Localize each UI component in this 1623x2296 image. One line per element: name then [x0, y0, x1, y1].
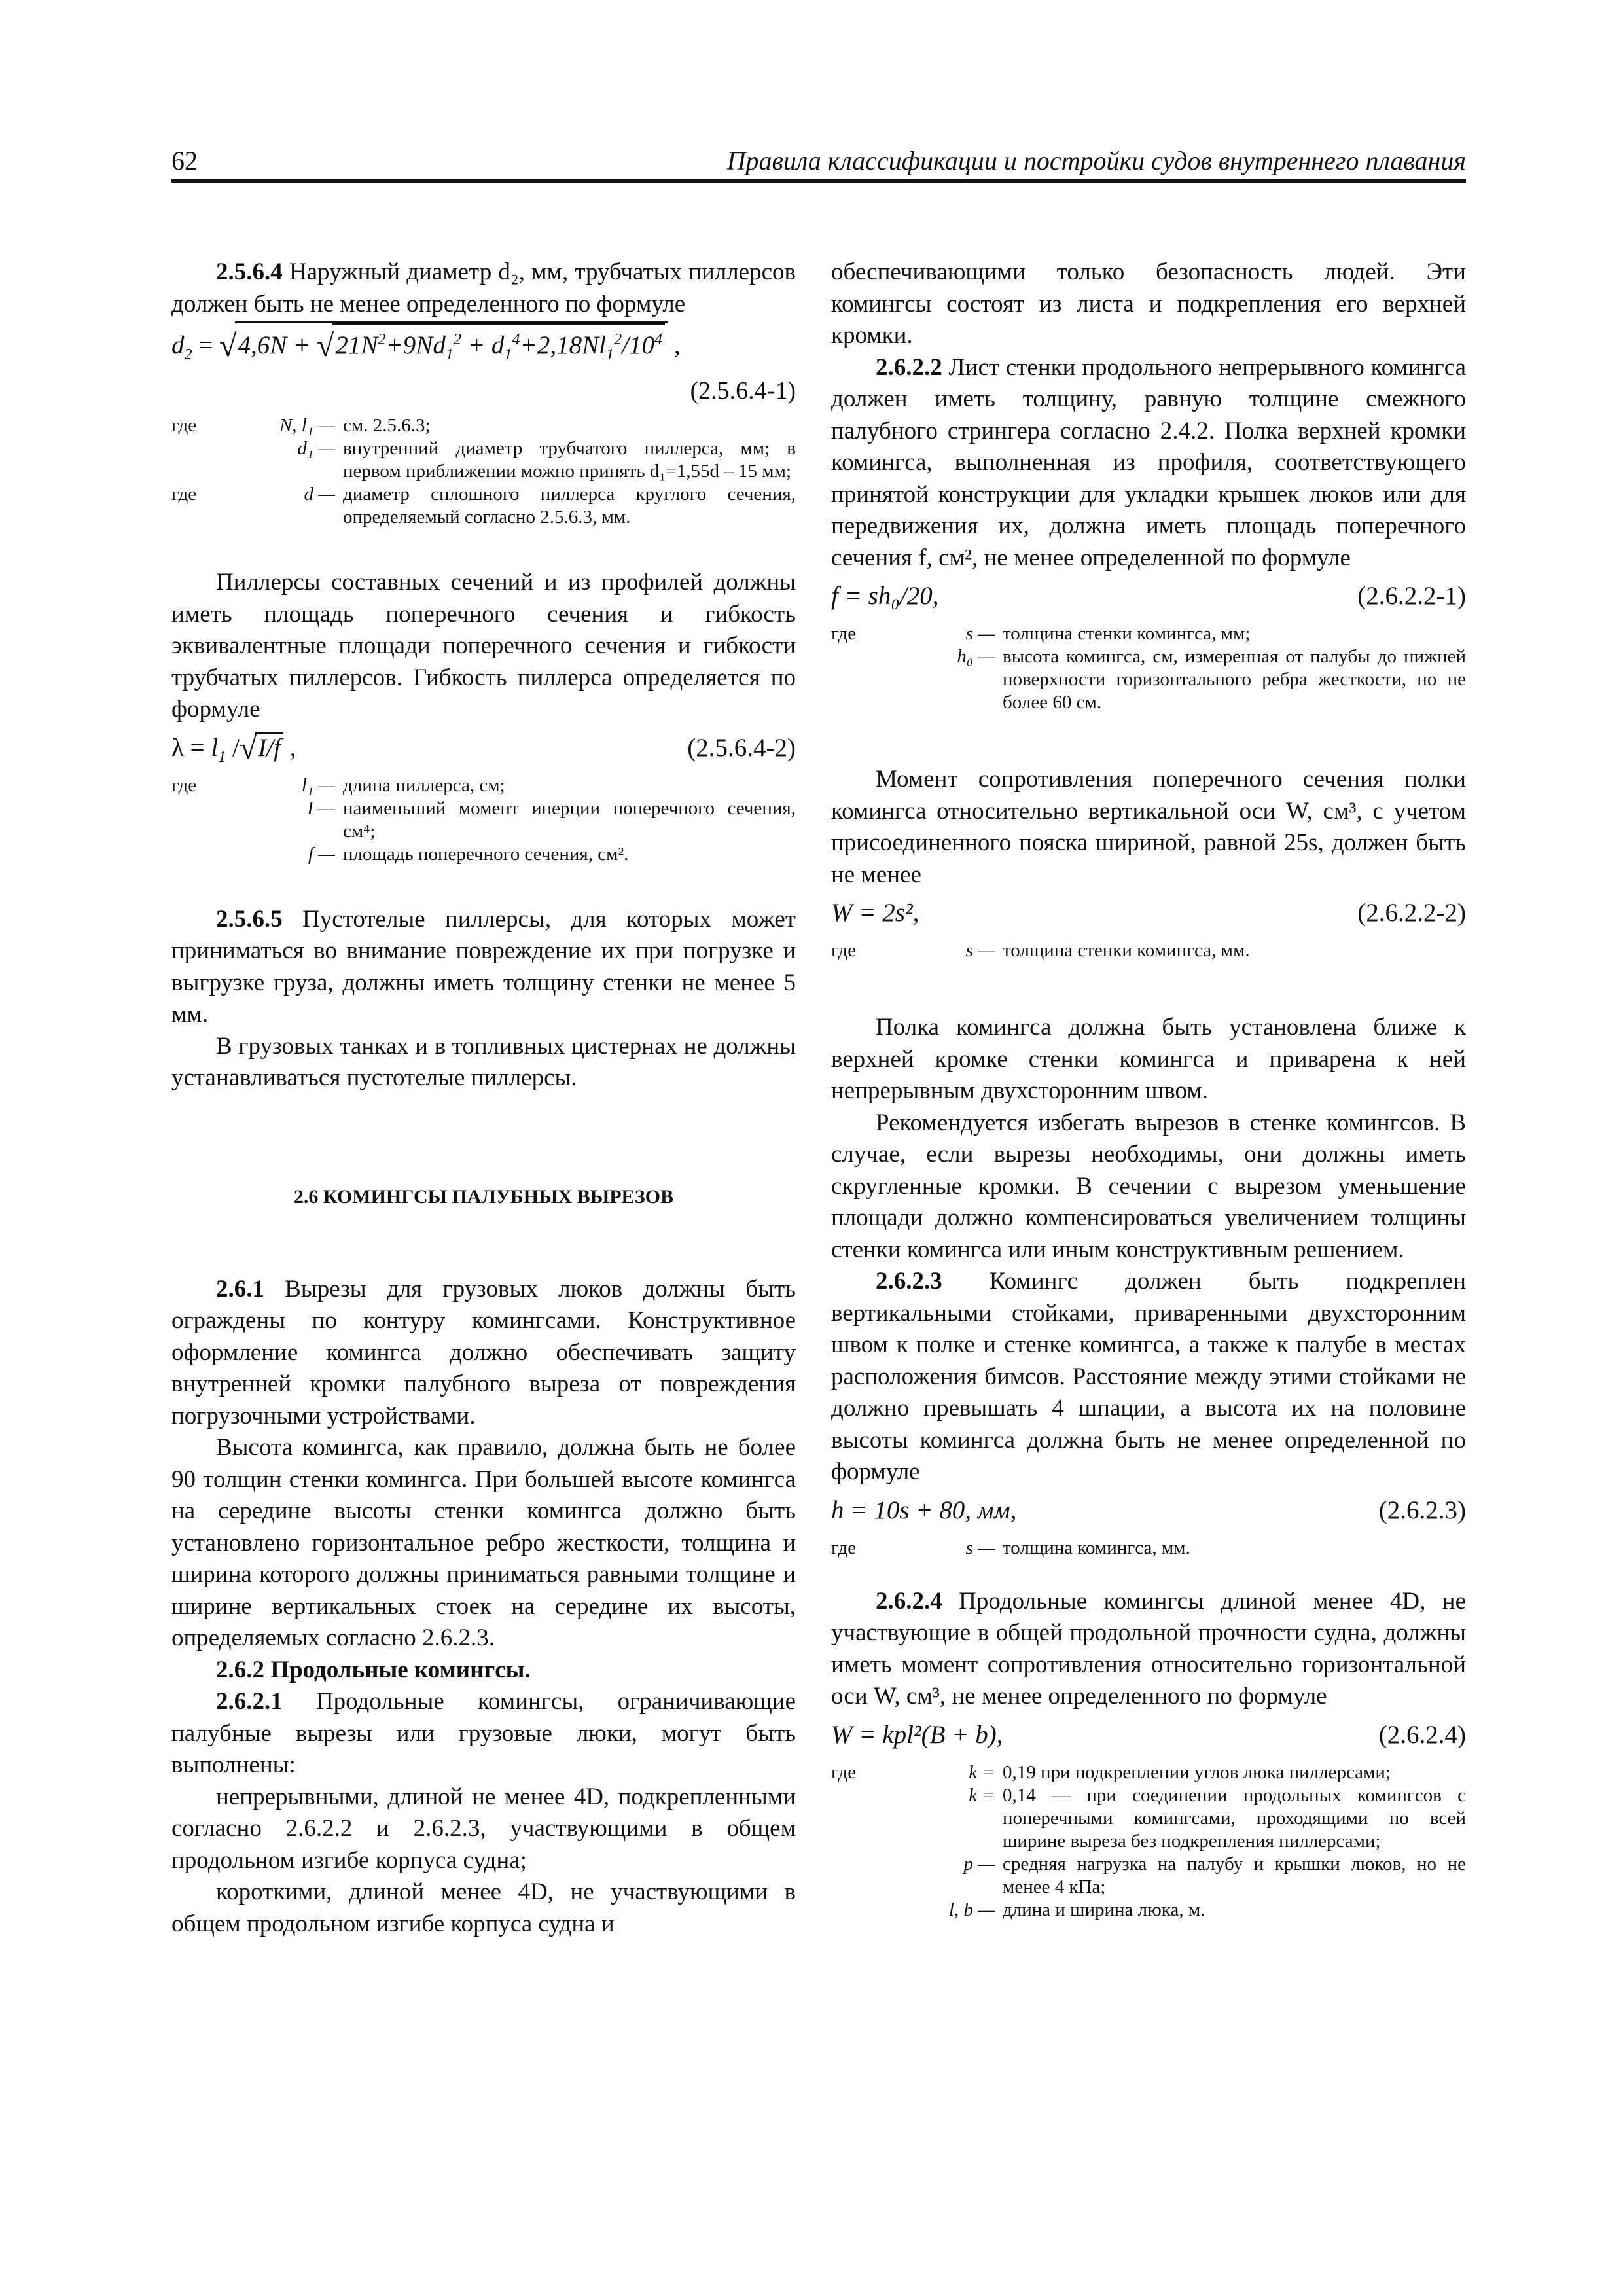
subsection-heading: 2.6.2 Продольные комингсы. — [216, 1656, 531, 1683]
paragraph-moment: Момент сопротивления поперечного сечения полки комингса относительно вертикальной оси W, см³, с учетом присоединенного пояска шириной, равной 25s, должен быть не менее — [831, 766, 1466, 888]
where-row: d₁ — внутренний диаметр трубчатого пиллерса, мм; в первом приближении можно принять d₁=1,55d – 15 мм; — [297, 438, 796, 482]
formula-number: (2.5.6.4-1) — [690, 377, 796, 404]
paragraph-2-5-6-5: 2.5.6.5 Пустотелые пиллерсы, для которых может приниматься во внимание повреждение их при погрузке и выгрузке груза, должны иметь толщину стенки не менее 5 мм. — [171, 905, 796, 1028]
paragraph-2-6-2-3: 2.6.2.3 Комингс должен быть подкреплен вертикальными стойками, приваренными двухсторонним швом к полке и стенке комингса, а также к палубе в местах расположения бимсов. Расстояние между этими стойками не должно превышать 4 шпации, а высота их на половине высоты комингса должна быть не менее определенной по формуле — [831, 1268, 1466, 1485]
formula-d2: $d_2 = √4,6N + √21N^2+9Nd_1^2 + d_1^4+2,18Nl_1^2/10^4$ , — [171, 320, 796, 371]
formula-number: (2.6.2.2-1) — [1357, 582, 1466, 610]
where-list-4 — [831, 939, 1466, 962]
clause-number: 2.6.2.3 — [876, 1268, 942, 1295]
clause-number: 2.6.2.2 — [876, 353, 942, 381]
paragraph-2-6-2-4: 2.6.2.4 Продольные комингсы длиной менее 4D, не участвующие в общей продольной прочности судна, должны иметь момент сопротивления относительно горизонтальной оси W, см³, не менее определенного по формуле — [831, 1587, 1466, 1710]
paragraph-2-5-6-4: 2.5.6.4 Наружный диаметр d₂, мм, трубчатых пиллерсов должен быть не менее определенного по формуле — [171, 259, 796, 317]
where-list-3 — [831, 622, 1466, 714]
page-number: 62 — [171, 146, 198, 175]
formula-number: (2.6.2.3) — [1378, 1496, 1466, 1524]
where-row: где k = 0,19 при подкреплении углов люка пиллерсами; — [831, 1761, 1391, 1783]
section-title: 2.6 КОМИНГСЫ ПАЛУБНЫХ ВЫРЕЗОВ — [293, 1185, 674, 1208]
where-list-1 — [171, 414, 796, 529]
formula-W-kpl2: W = kpl²(B + b), (2.6.2.4) — [831, 1713, 1466, 1757]
where-row: f — площадь поперечного сечения, см². — [308, 843, 629, 865]
right-column — [831, 257, 1466, 1924]
clause-number: 2.5.6.5 — [216, 905, 283, 933]
where-list-5 — [831, 1537, 1466, 1560]
formula-f: f = sh₀/20, (2.6.2.2-1) — [831, 574, 1466, 619]
clause-number: 2.5.6.4 — [216, 259, 283, 285]
where-row: где s — толщина стенки комингса, мм; — [831, 623, 1251, 644]
paragraph-2-6-2-1: 2.6.2.1 Продольные комингсы, ограничивающие палубные вырезы или грузовые люки, могут быть выполнены: — [171, 1688, 796, 1778]
paragraph-composite-pillars: Пиллерсы составных сечений и из профилей должны иметь площадь поперечного сечения и гибкость эквивалентные площади поперечного сечения и гибкости трубчатых пиллерсов. Гибкость пиллерса определяется по формуле — [171, 569, 796, 723]
paragraph-coaming-height: Высота комингса, как правило, должна быть не более 90 толщин стенки комингса. При большей высоте комингса на середине высоты стенки комингса должно быть установлено горизонтальное ребро жесткости, толщина и ширина которого должны приниматься равными толщине и ширине вертикальных стоек на середине их высоты, определяемых согласно 2.6.2.3. — [171, 1434, 796, 1651]
where-row: k = 0,14 — при соединении продольных комингсов с поперечными комингсами, проходящими по всей ширине выреза без подкрепления пиллерсами; — [969, 1784, 1466, 1852]
formula-lambda: $\lambda = l_1$ /√I/f , (2.5.6.4-2) — [171, 726, 796, 770]
paragraph-shelf: Полка комингса должна быть установлена ближе к верхней кромке стенки комингса и приварена к ней непрерывным двухсторонним швом. — [831, 1014, 1466, 1104]
paragraph-2-6-2-2: 2.6.2.2 Лист стенки продольного непрерывного комингса должен иметь толщину, равную толщине смежного палубного стрингера согласно 2.4.2. Полка верхней кромки комингса, выполненная из профиля, соответствующего принятой конструкции для укладки крышек люков или для передвижения их, должна иметь площадь поперечного сечения f, см², не менее определенной по формуле — [831, 353, 1466, 571]
paragraph-recommend: Рекомендуется избегать вырезов в стенке комингсов. В случае, если вырезы необходимы, они должны иметь скругленные кромки. В сечении с вырезом уменьшение площади должно компенсироваться увеличением толщины стенки комингса или иным конструктивным решением. — [831, 1109, 1466, 1263]
where-row: I — наименьший момент инерции поперечного сечения, см⁴; — [307, 797, 796, 842]
formula-number: (2.6.2.2-2) — [1357, 899, 1466, 927]
where-row: p — средняя нагрузка на палубу и крышки люков, но не менее 4 кПа; — [963, 1853, 1466, 1897]
where-row: l, b — длина и ширина люка, м. — [948, 1899, 1205, 1920]
where-row: где N, l₁ — см. 2.5.6.3; — [171, 415, 431, 436]
paragraph-tanks: В грузовых танках и в топливных цистернах не должны устанавливаться пустотелые пиллерсы. — [171, 1032, 796, 1091]
where-row: h₀ — высота комингса, см, измеренная от палубы до нижней поверхности горизонтального ребра жесткости, но не более 60 см. — [957, 646, 1466, 713]
where-row: где s — толщина комингса, мм. — [831, 1537, 1190, 1558]
clause-number: 2.6.1 — [216, 1275, 264, 1302]
paragraph-continuous: непрерывными, длиной не менее 4D, подкрепленными согласно 2.6.2.2 и 2.6.2.3, участвующими в общем продольном изгибе корпуса судна; — [171, 1783, 796, 1874]
clause-number: 2.6.2.1 — [216, 1688, 283, 1715]
page-header — [171, 145, 1466, 183]
paragraph-continuation: обеспечивающими только безопасность людей. Эти комингсы состоят из листа и подкрепления его верхней кромки. — [831, 259, 1466, 349]
where-row: где d — диаметр сплошного пиллерса круглого сечения, определяемый согласно 2.5.6.3, мм. — [171, 484, 796, 528]
formula-number: (2.6.2.4) — [1378, 1720, 1466, 1749]
left-column — [171, 257, 796, 1940]
where-list-6 — [831, 1761, 1466, 1922]
formula-h: h = 10s + 80, мм, (2.6.2.3) — [831, 1488, 1466, 1533]
clause-number: 2.6.2.4 — [876, 1587, 942, 1615]
where-row: где s — толщина стенки комингса, мм. — [831, 940, 1250, 961]
paragraph-2-6-1: 2.6.1 Вырезы для грузовых люков должны быть ограждены по контуру комингсами. Конструктивное оформление комингса должно обеспечивать защиту внутренней кромки палубного выреза от повреждения погрузочными устройствами. — [171, 1275, 796, 1429]
paragraph-short: короткими, длиной менее 4D, не участвующими в общем продольном изгибе корпуса судна и — [171, 1878, 796, 1937]
where-row: где l₁ — длина пиллерса, см; — [171, 774, 505, 796]
formula-W-2s2: W = 2s², (2.6.2.2-2) — [831, 891, 1466, 935]
formula-number: (2.5.6.4-2) — [687, 733, 796, 762]
where-list-2 — [171, 774, 796, 866]
running-title: Правила классификации и постройки судов внутреннего плавания — [726, 146, 1466, 175]
